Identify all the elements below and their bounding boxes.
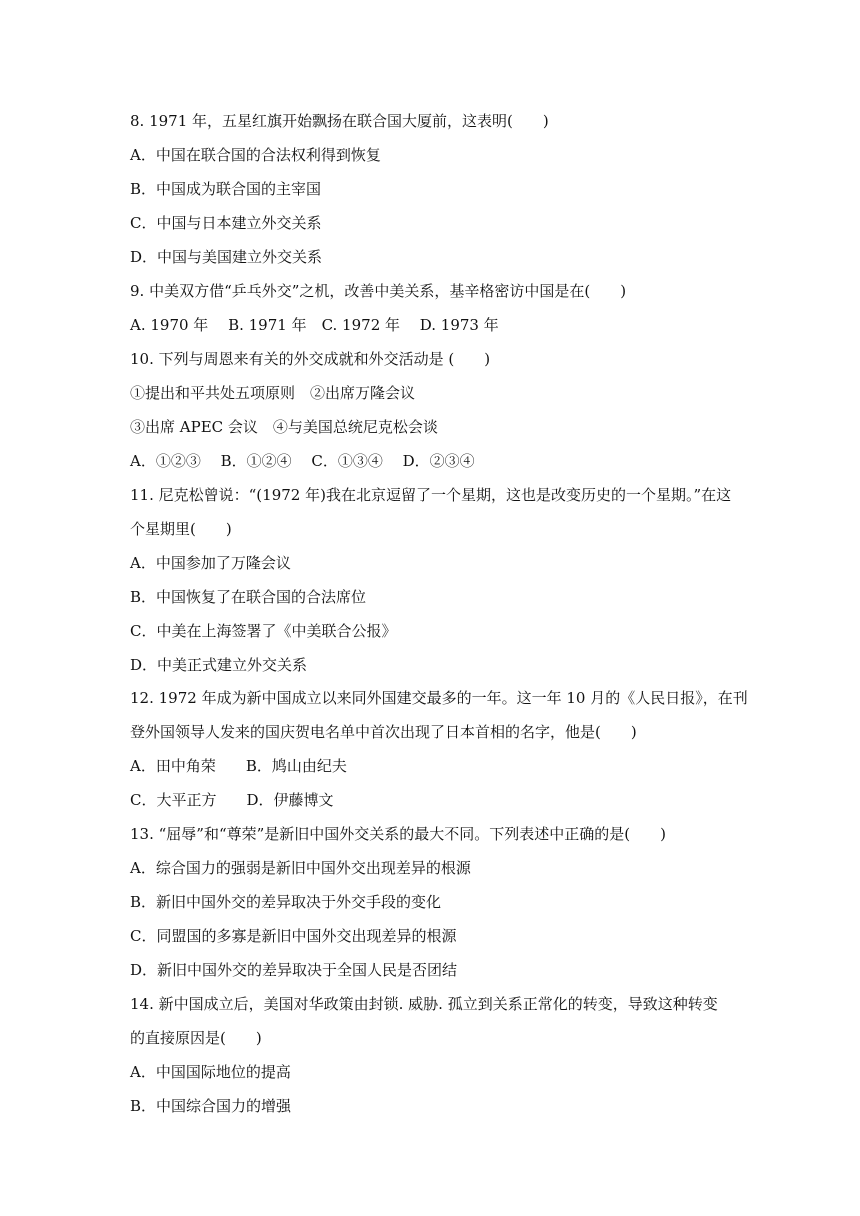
question-11-option-c: C．中美在上海签署了《中美联合公报》	[130, 622, 397, 640]
question-10-items-1: ①提出和平共处五项原则 ②出席万隆会议	[130, 384, 416, 402]
question-14-option-b: B．中国综合国力的增强	[130, 1097, 292, 1115]
question-10-stem: 10. 下列与周恩来有关的外交成就和外交活动是 ( )	[130, 350, 491, 368]
question-13-option-a: A．综合国力的强弱是新旧中国外交出现差异的根源	[130, 859, 471, 877]
question-10-items-2: ③出席 APEC 会议 ④与美国总统尼克松会谈	[130, 418, 438, 436]
question-9-options: A. 1970 年 B. 1971 年 C. 1972 年 D. 1973 年	[130, 316, 499, 334]
question-13-option-d: D．新旧中国外交的差异取决于全国人民是否团结	[130, 961, 458, 979]
question-12-stem-line-1: 12. 1972 年成为新中国成立以来同外国建交最多的一年。这一年 10 月的《人民日报》，在刊	[130, 689, 748, 707]
question-11-stem-line-2: 个星期里( )	[130, 520, 232, 538]
question-8-option-d: D．中国与美国建立外交关系	[130, 248, 323, 266]
question-13-stem: 13. “屈辱”和“尊荣”是新旧中国外交关系的最大不同。下列表述中正确的是( )	[130, 825, 667, 843]
question-11-option-b: B．中国恢复了在联合国的合法席位	[130, 588, 367, 606]
question-9-stem: 9. 中美双方借“乒乓外交”之机，改善中美关系，基辛格密访中国是在( )	[130, 282, 627, 300]
question-12-options-ab: A．田中角荣 B．鸠山由纪夫	[130, 757, 347, 775]
question-8-option-a: A．中国在联合国的合法权利得到恢复	[130, 146, 381, 164]
question-11-stem-line-1: 11. 尼克松曾说：“(1972 年)我在北京逗留了一个星期，这也是改变历史的一个星期。”在这	[130, 486, 732, 504]
question-13-option-b: B．新旧中国外交的差异取决于外交手段的变化	[130, 893, 442, 911]
question-8-option-b: B．中国成为联合国的主宰国	[130, 180, 322, 198]
question-10-options: A．①②③ B．①②④ C．①③④ D．②③④	[130, 452, 475, 470]
question-12-stem-line-2: 登外国领导人发来的国庆贺电名单中首次出现了日本首相的名字，他是( )	[130, 723, 637, 741]
question-14-stem-line-1: 14. 新中国成立后，美国对华政策由封锁. 威胁. 孤立到关系正常化的转变，导致这种转变	[130, 995, 718, 1013]
question-11-option-d: D．中美正式建立外交关系	[130, 656, 308, 674]
question-8-stem: 8. 1971 年，五星红旗开始飘扬在联合国大厦前，这表明( )	[130, 112, 549, 130]
question-14-stem-line-2: 的直接原因是( )	[130, 1029, 262, 1047]
question-8-option-c: C．中国与日本建立外交关系	[130, 214, 322, 232]
question-14-option-a: A．中国国际地位的提高	[130, 1063, 291, 1081]
question-11-option-a: A．中国参加了万隆会议	[130, 554, 291, 572]
question-13-option-c: C．同盟国的多寡是新旧中国外交出现差异的根源	[130, 927, 457, 945]
question-12-options-cd: C．大平正方 D．伊藤博文	[130, 791, 334, 809]
